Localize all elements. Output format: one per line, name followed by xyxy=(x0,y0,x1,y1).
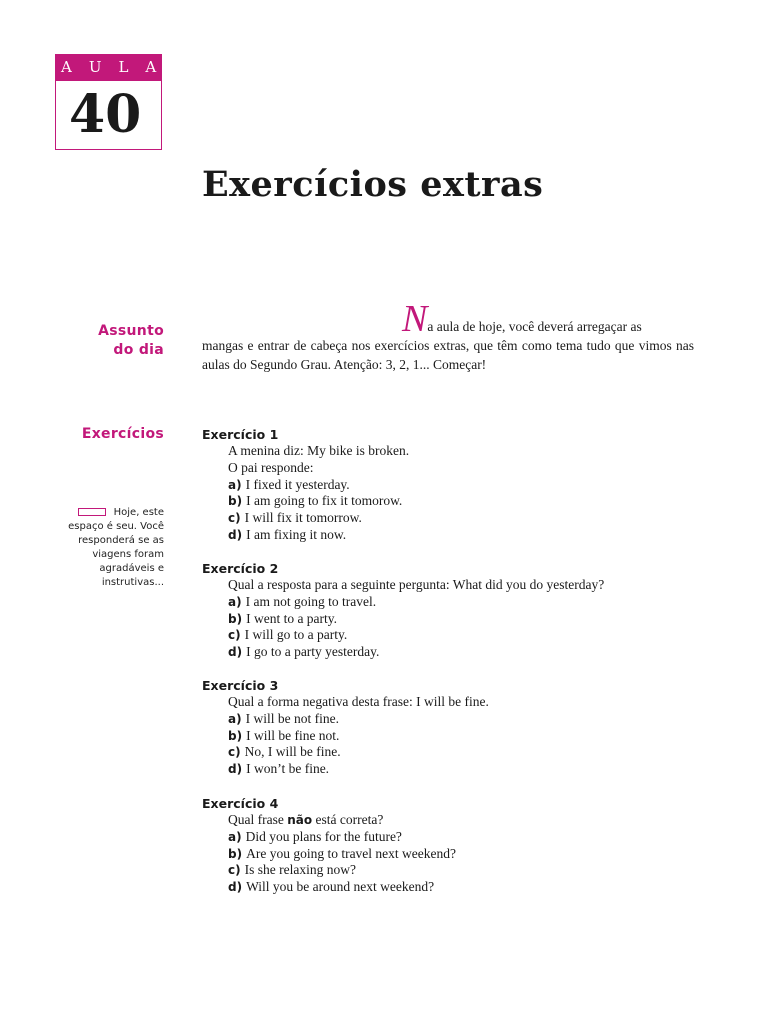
exercise-prompt: A menina diz: My bike is broken. xyxy=(228,443,410,458)
intro-rest: mangas e entrar de cabeça nos exercícios extras, que têm como tema tudo que vimos nas aulas do Segundo Grau. Atenção: 3, 2, 1... Começar! xyxy=(202,338,694,372)
option-b: b) I went to a party. xyxy=(228,610,338,626)
exercise-title: Exercício 2 xyxy=(202,561,279,576)
exercise-1 xyxy=(202,426,722,544)
side-note: Hoje, este espaço é seu. Você responderá se as viagens foram agradáveis e instrutivas... xyxy=(68,507,164,588)
exercise-title: Exercício 3 xyxy=(202,678,279,693)
intro-paragraph xyxy=(202,298,694,374)
option-c: c) I will fix it tomorrow. xyxy=(228,510,362,526)
exercicios-label: Exercícios xyxy=(81,426,164,442)
aula-label: AULA xyxy=(55,54,162,80)
exercise-title: Exercício 4 xyxy=(202,796,279,811)
intro-first-line: Na aula de hoje, você deverá arregaçar as xyxy=(402,298,642,340)
exercise-3 xyxy=(202,677,722,778)
option-c: c) I will go to a party. xyxy=(228,627,348,643)
option-a: a) Did you plans for the future? xyxy=(228,828,402,844)
assunto-label: Assunto do dia xyxy=(98,323,164,358)
option-a: a) I will be not fine. xyxy=(228,710,339,726)
option-d: d) I won’t be fine. xyxy=(228,761,330,777)
exercise-prompt: Qual a resposta para a seguinte pergunta: What did you do yesterday? xyxy=(228,577,605,592)
exercise-4 xyxy=(202,795,722,896)
option-c: c) No, I will be fine. xyxy=(228,744,341,760)
option-b: b) I will be fine not. xyxy=(228,727,340,743)
exercise-prompt: Qual a forma negativa desta frase: I will be fine. xyxy=(228,694,489,709)
exercise-title: Exercício 1 xyxy=(202,427,279,442)
exercise-prompt: Qual frase não está correta? xyxy=(228,812,384,827)
option-d: d) Will you be around next weekend? xyxy=(228,879,435,895)
note-box-icon xyxy=(78,508,106,516)
drop-cap: N xyxy=(402,298,428,340)
exercise-prompt: O pai responde: xyxy=(228,459,314,475)
option-a: a) I fixed it yesterday. xyxy=(228,476,350,492)
lesson-number-box xyxy=(55,80,162,150)
option-b: b) I am going to fix it tomorow. xyxy=(228,493,403,509)
page-title: Exercícios extras xyxy=(202,164,544,205)
option-d: d) I go to a party yesterday. xyxy=(228,644,380,660)
lesson-number: 40 xyxy=(69,84,142,145)
exercise-2 xyxy=(202,560,722,661)
option-b: b) Are you going to travel next weekend? xyxy=(228,845,457,861)
option-a: a) I am not going to travel. xyxy=(228,593,377,609)
option-d: d) I am fixing it now. xyxy=(228,526,347,542)
option-c: c) Is she relaxing now? xyxy=(228,862,356,878)
